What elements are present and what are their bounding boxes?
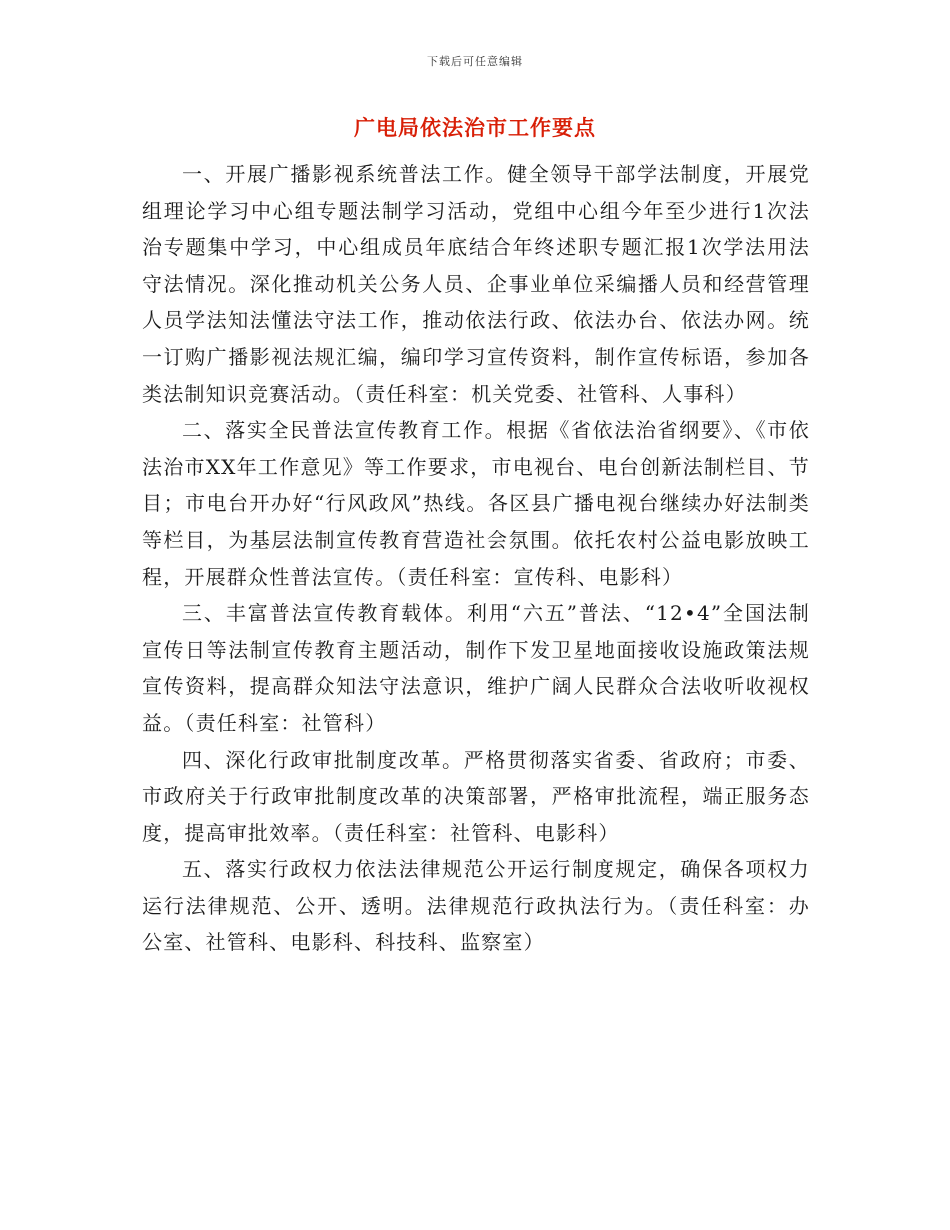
paragraph-3: 三、丰富普法宣传教育载体。利用“六五”普法、“12•4”全国法制宣传日等法制宣传教育主题活动，制作下发卫星地面接收设施政策法规宣传资料，提高群众知法守法意识，维护广阔人民群众合法收听收视权益。（责任科室：社管科） <box>142 601 810 735</box>
paragraph-5: 五、落实行政权力依法法律规范公开运行制度规定，确保各项权力运行法律规范、公开、透明。法律规范行政执法行为。（责任科室：办公室、社管科、电影科、科技科、监察室） <box>142 857 810 955</box>
paragraph-1: 一、开展广播影视系统普法工作。健全领导干部学法制度，开展党组理论学习中心组专题法制学习活动，党组中心组今年至少进行1次法治专题集中学习，中心组成员年底结合年终述职专题汇报1次学法用法守法情况。深化推动机关公务人员、企事业单位采编播人员和经营管理人员学法知法懂法守法工作，推动依法行政、依法办台、依法办网。统一订购广播影视法规汇编，编印学习宣传资料，制作宣传标语，参加各类法制知识竞赛活动。（责任科室：机关党委、社管科、人事科） <box>142 162 810 406</box>
header-note: 下载后可任意编辑 <box>427 55 523 68</box>
paragraph-4: 四、深化行政审批制度改革。严格贯彻落实省委、省政府；市委、市政府关于行政审批制度改革的决策部署，严格审批流程，端正服务态度，提高审批效率。（责任科室：社管科、电影科） <box>142 747 810 845</box>
document-title: 广电局依法治市工作要点 <box>354 115 596 140</box>
document-body <box>142 156 810 961</box>
paragraph-2: 二、落实全民普法宣传教育工作。根据《省依法治省纲要》、《市依法治市XX年工作意见》等工作要求，市电视台、电台创新法制栏目、节目；市电台开办好“行风政风”热线。各区县广播电视台继续办好法制类等栏目，为基层法制宣传教育营造社会氛围。依托农村公益电影放映工程，开展群众性普法宣传。（责任科室：宣传科、电影科） <box>142 418 810 589</box>
